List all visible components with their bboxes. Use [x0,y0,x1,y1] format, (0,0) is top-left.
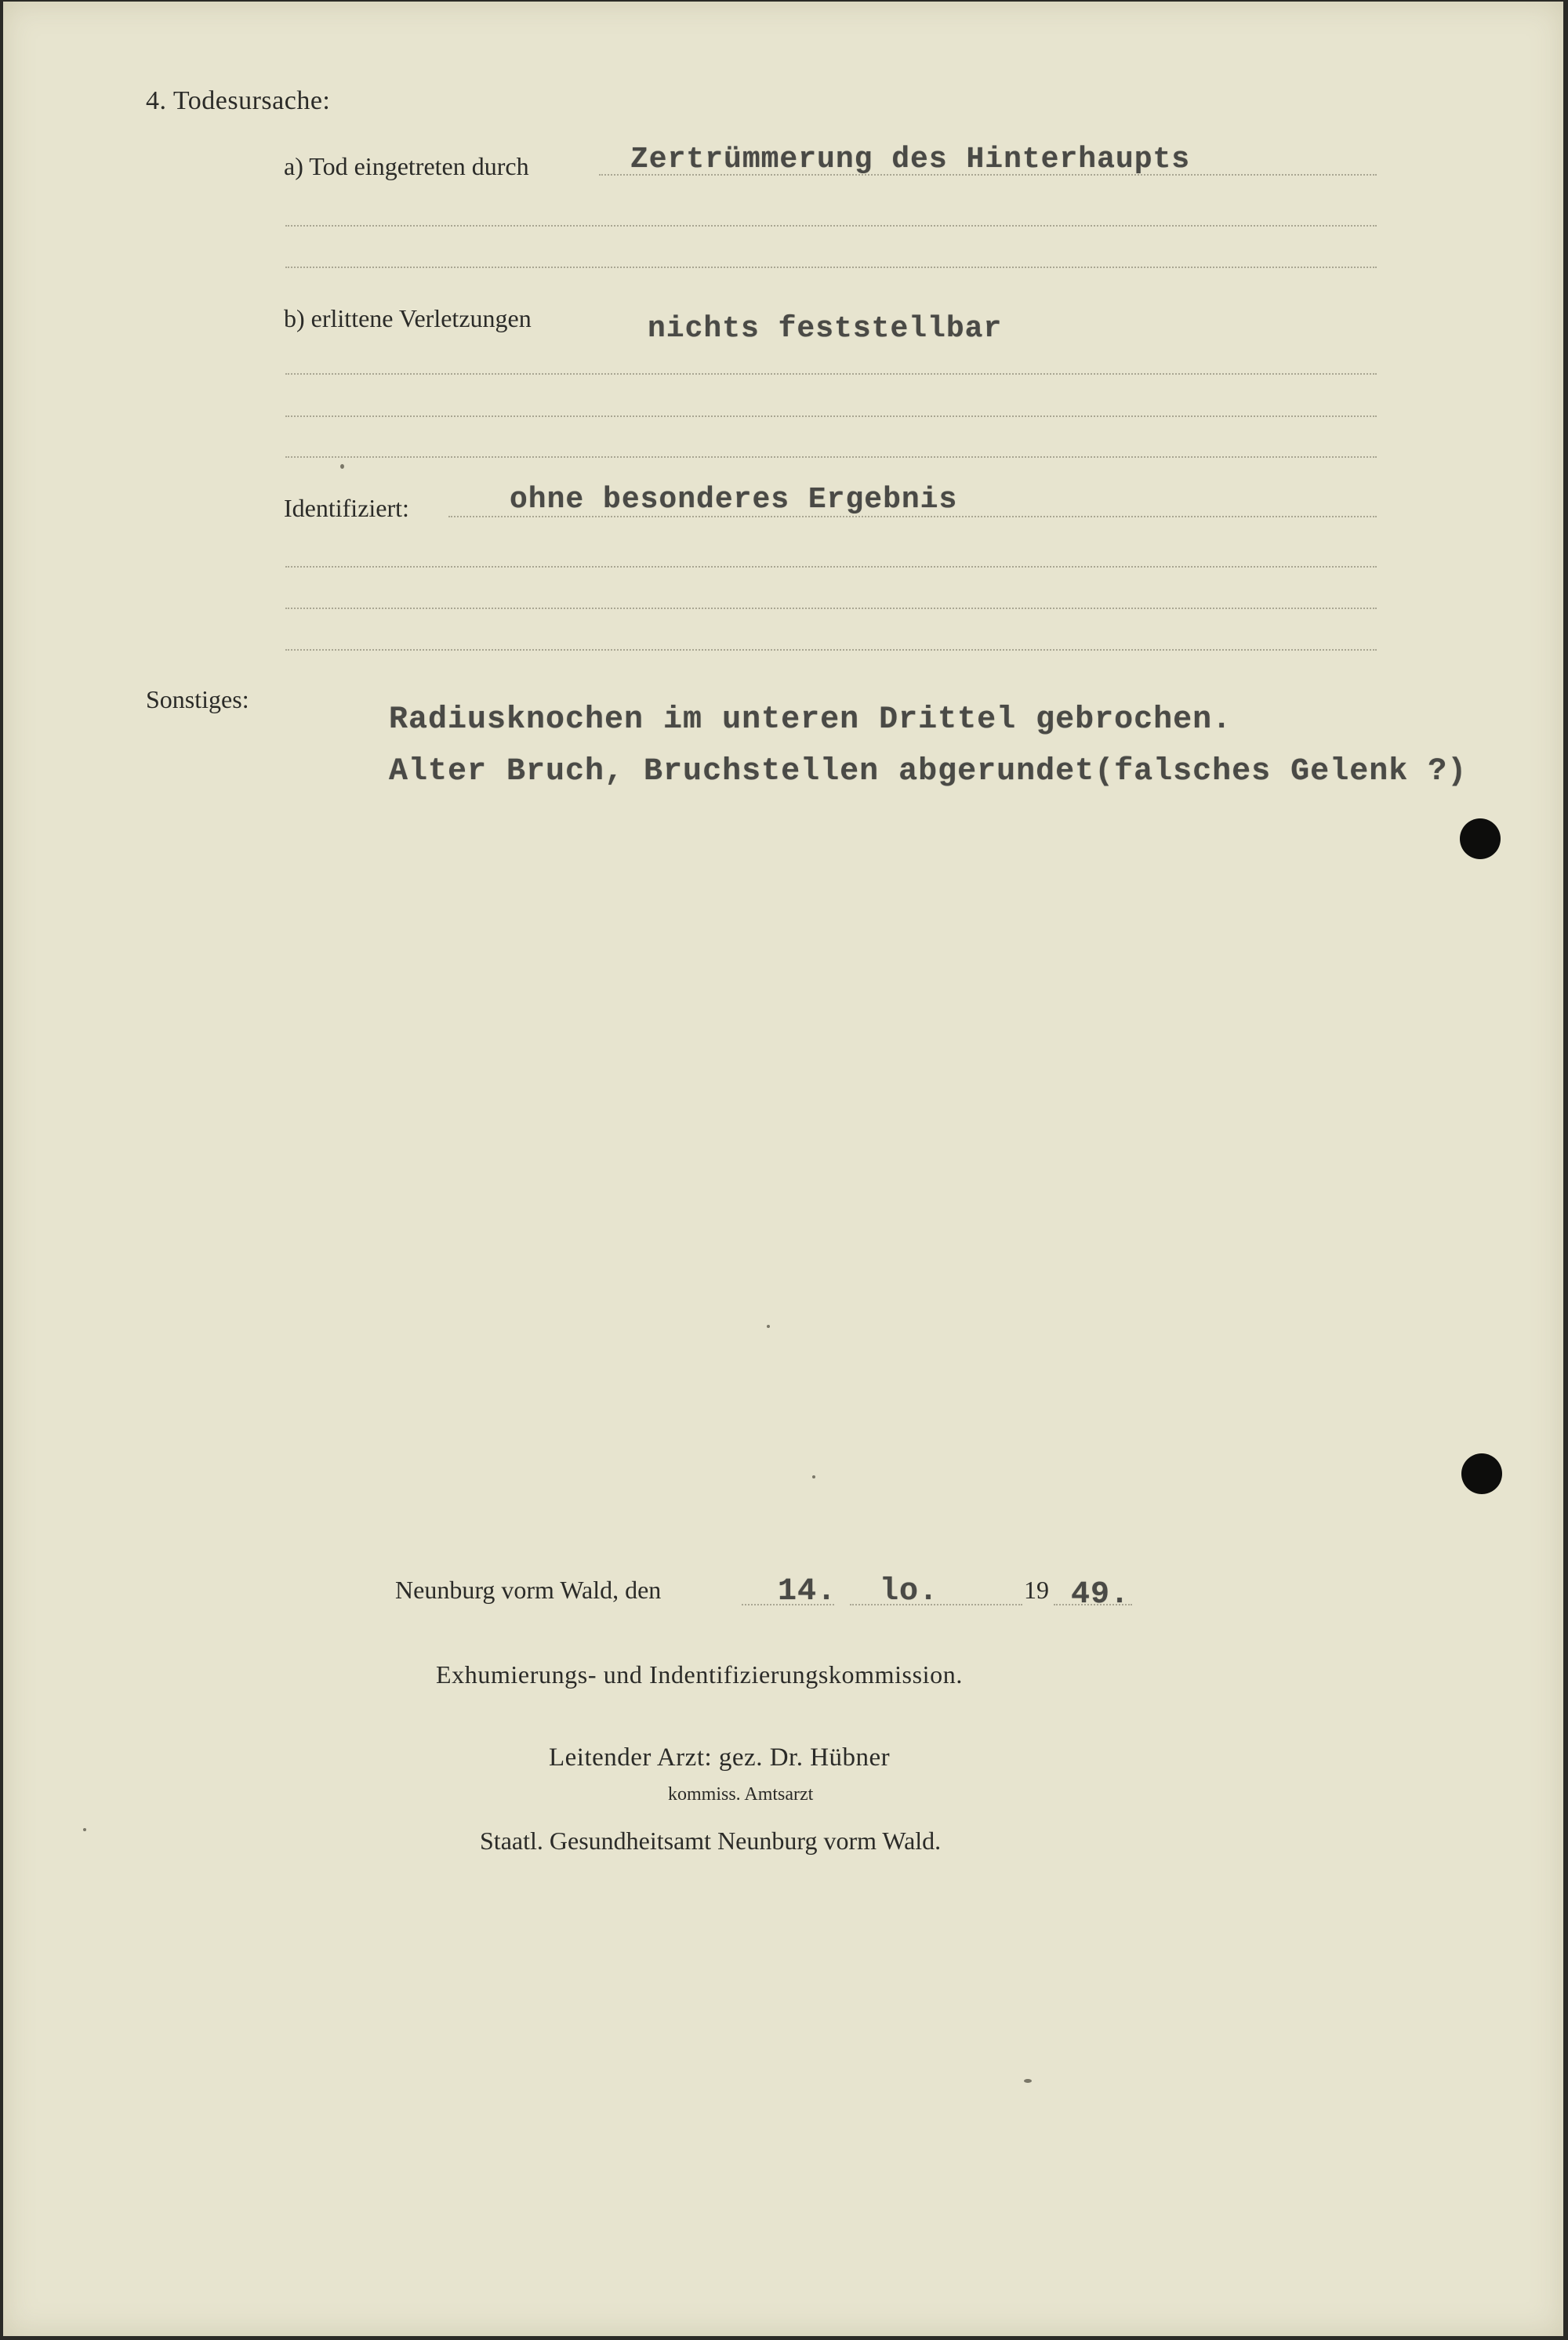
commission-name: Exhumierungs- und Indentifizierungskommission. [436,1660,963,1689]
date-month: lo. [880,1574,939,1609]
signature-line-3: Staatl. Gesundheitsamt Neunburg vorm Wald. [480,1827,942,1855]
signature-line-2: kommiss. Amtsarzt [668,1784,814,1805]
paper-speck [340,464,344,469]
blank-line [285,456,1377,458]
other-line-1: Radiusknochen im unteren Drittel gebrochen. [389,702,1232,738]
blank-line [285,373,1377,375]
section-title: 4. Todesursache: [146,86,331,115]
punch-hole [1461,1453,1502,1494]
blank-line [285,415,1377,417]
paper-speck [1024,2079,1032,2083]
document-page [3,2,1563,2336]
date-century: 19 [1024,1576,1049,1604]
date-year: 49. [1071,1577,1131,1613]
paper-speck [812,1475,815,1478]
blank-line [285,267,1377,268]
blank-line [285,566,1377,568]
punch-hole [1460,818,1501,859]
place-date-prefix: Neunburg vorm Wald, den [395,1576,662,1604]
death-cause-label: a) Tod eingetreten durch [284,152,529,180]
blank-line [285,608,1377,609]
identified-value: ohne besonderes Ergebnis [510,483,958,517]
blank-line [285,225,1377,227]
injuries-label: b) erlittene Verletzungen [284,304,532,332]
paper-speck [767,1325,770,1328]
other-label: Sonstiges: [146,685,249,713]
date-day: 14. [778,1574,837,1609]
injuries-value: nichts feststellbar [648,312,1003,346]
signature-line-1: Leitender Arzt: gez. Dr. Hübner [549,1743,891,1772]
death-cause-value: Zertrümmerung des Hinterhaupts [630,143,1191,176]
paper-speck [83,1828,86,1831]
identified-label: Identifiziert: [284,494,409,522]
blank-line [285,649,1377,651]
other-line-2: Alter Bruch, Bruchstellen abgerundet(falsches Gelenk ?) [389,754,1468,789]
